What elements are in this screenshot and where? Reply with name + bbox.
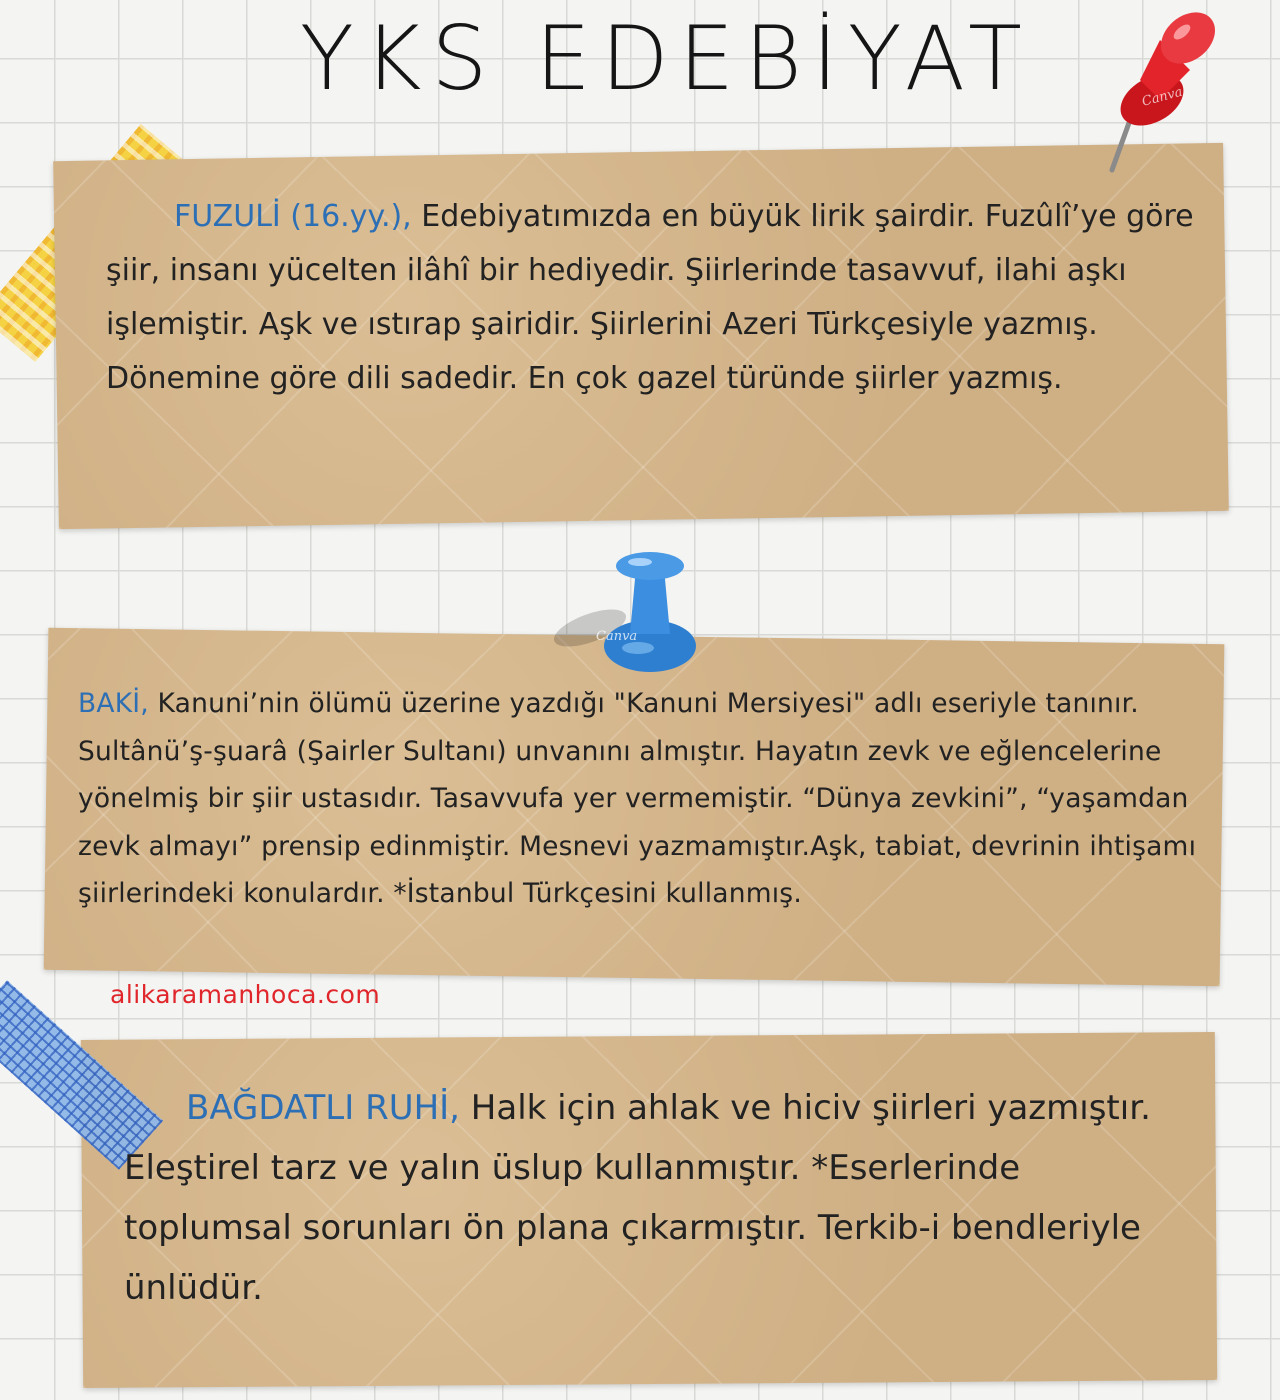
pin-watermark: Canva xyxy=(1140,84,1185,110)
poet-name: FUZULİ (16.yy.), xyxy=(174,199,412,234)
poet-description: Halk için ahlak ve hiciv şiirleri yazmıştır. Eleştirel tarz ve yalın üslup kullanmıştır. *Eserlerinde toplumsal sorunları ön plana çıkarmıştır. Terkib-i bendleriyle ünlüdür. xyxy=(124,1088,1151,1308)
page-title: YKS EDEBİYAT xyxy=(300,7,1032,110)
poet-name: BAĞDATLI RUHİ, xyxy=(186,1088,460,1128)
baki-paragraph xyxy=(78,680,1228,918)
blue-pushpin-icon xyxy=(540,548,720,688)
poet-description: Edebiyatımızda en büyük lirik şairdir. Fuzûlî’ye göre şiir, insanı yücelten ilâhî bir hediyedir. Şiirlerinde tasavvuf, ilahi aşkı işlemiştir. Aşk ve ıstırap şairidir. Şiirlerini Azeri Türkçesiyle yazmış. Dönemine göre dili sadedir. En çok gazel türünde şiirler yazmış. xyxy=(106,199,1194,396)
poet-description: Kanuni’nin ölümü üzerine yazdığı "Kanuni Mersiyesi" adlı eseriyle tanınır. Sultânü’ş-şuarâ (Şairler Sultanı) unvanını almıştır. Hayatın zevk ve eğlencelerine yönelmiş bir şiir ustasıdır. Tasavvufa yer vermemiştir. “Dünya zevkini”, “yaşamdan zevk almayı” prensip edinmiştir. Mesnevi yazmamıştır.Aşk, tabiat, devrinin ihtişamı şiirlerindeki konulardır. *İstanbul Türkçesini kullanmış. xyxy=(78,688,1197,909)
pin-watermark: Canva xyxy=(596,629,638,644)
bagdatli-ruhi-paragraph xyxy=(124,1078,1194,1318)
fuzuli-paragraph xyxy=(106,190,1196,406)
poet-name: BAKİ, xyxy=(78,688,149,719)
website-link[interactable]: alikaramanhoca.com xyxy=(110,980,381,1009)
red-pushpin-icon xyxy=(1090,0,1230,180)
